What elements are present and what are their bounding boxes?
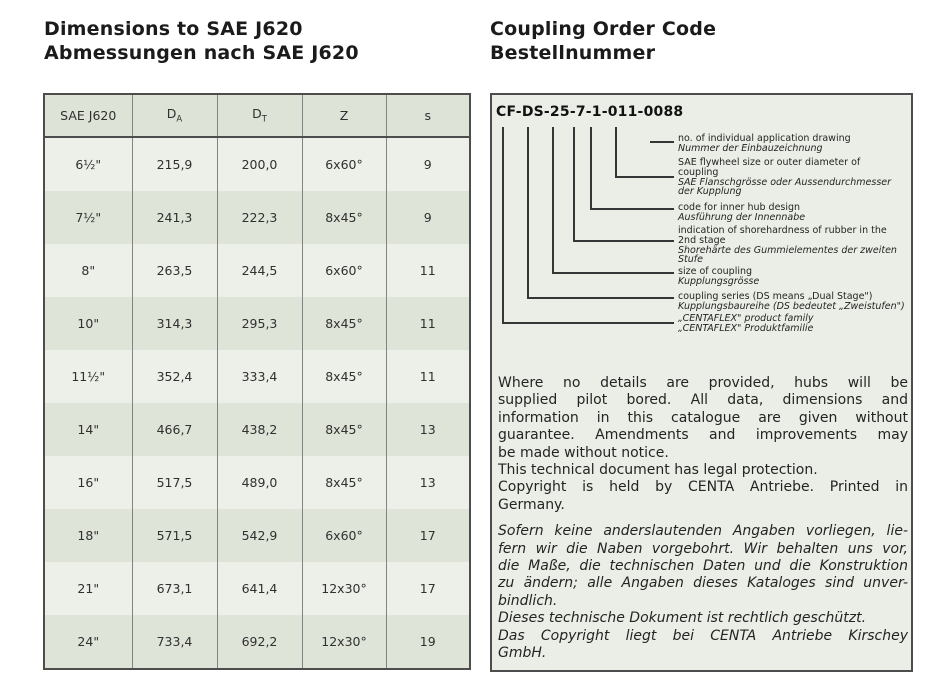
table-cell: 19: [386, 615, 470, 669]
callout: [678, 314, 906, 334]
body-paragraph: [498, 375, 908, 462]
table-cell: 200,0: [217, 137, 302, 191]
table-row: [44, 509, 470, 562]
body-line: Sofern keine anderslautenden Angaben vorliegen, lie-: [498, 523, 908, 540]
table-cell: 692,2: [217, 615, 302, 669]
column-header-dt: $D_T$: [217, 94, 302, 137]
body-line: bindlich.: [498, 592, 558, 609]
callout: [678, 158, 906, 197]
table-header-row: [44, 94, 470, 137]
body-line: fern wir die Naben vorgebohrt. Wir behalten uns vor,: [498, 540, 908, 557]
table-cell: 13: [386, 456, 470, 509]
body-paragraph: [498, 523, 908, 610]
body-line: Where no details are provided, hubs will be: [498, 375, 908, 391]
callout: [678, 134, 906, 154]
column-header-da: $D_A$: [132, 94, 217, 137]
legal-text: [498, 375, 908, 663]
connector-horizontal-line: [650, 141, 674, 143]
connector-vertical-line: [615, 127, 617, 178]
table-row: [44, 297, 470, 350]
table-cell: 641,4: [217, 562, 302, 615]
callout-line-de: Nummer der Einbauzeichnung: [678, 142, 823, 154]
body-line: die Maße, die technischen Daten und die Konstruktion: [498, 558, 908, 575]
table-cell: 352,4: [132, 350, 217, 403]
table-cell: 466,7: [132, 403, 217, 456]
body-line: Germany.: [498, 496, 565, 513]
callout-line-en: coupling: [678, 166, 719, 178]
connector-vertical-line: [573, 127, 575, 242]
connector-horizontal-line: [590, 208, 674, 210]
body-paragraph: [498, 610, 908, 627]
body-line: be made without notice.: [498, 444, 669, 461]
table-cell: 489,0: [217, 456, 302, 509]
table-cell: 17: [386, 562, 470, 615]
right-title-en: Coupling Order Code: [490, 18, 717, 40]
body-paragraph: [498, 628, 908, 663]
body-line: This technical document has legal protection.: [498, 462, 818, 479]
table-cell: 8x45°: [302, 456, 386, 509]
table-cell: 13: [386, 403, 470, 456]
table-cell: 314,3: [132, 297, 217, 350]
callout-line-de: Kupplungsbaureihe (DS bedeutet „Zweistufen"): [678, 300, 905, 312]
table-cell: 542,9: [217, 509, 302, 562]
body-line: supplied pilot bored. All data, dimensions and: [498, 392, 908, 409]
column-header-sae-j620: SAE J620: [44, 94, 132, 137]
table-cell: 8x45°: [302, 297, 386, 350]
table-cell: 8x45°: [302, 350, 386, 403]
callout: [678, 267, 906, 287]
table-cell: 12x30°: [302, 615, 386, 669]
table-cell: 14": [44, 403, 132, 456]
table-cell: 12x30°: [302, 562, 386, 615]
table-row: [44, 137, 470, 191]
table-cell: 9: [386, 137, 470, 191]
callout: [678, 203, 906, 223]
body-paragraph: [498, 462, 908, 479]
table-cell: 11: [386, 297, 470, 350]
left-title-de: Abmessungen nach SAE J620: [44, 42, 359, 64]
callout-line-de: Ausführung der Innennabe: [678, 211, 806, 223]
table-cell: 17: [386, 509, 470, 562]
connector-horizontal-line: [615, 176, 674, 178]
table-row: [44, 350, 470, 403]
table-cell: 8x45°: [302, 191, 386, 244]
body-line: zu ändern; alle Angaben dieses Kataloges sind unver-: [498, 575, 908, 592]
table-cell: 10": [44, 297, 132, 350]
connector-vertical-line: [552, 127, 554, 274]
callout-line-en: no. of individual application drawing: [678, 133, 851, 144]
table-cell: 333,4: [217, 350, 302, 403]
body-paragraph: [498, 479, 908, 514]
table-cell: 8x45°: [302, 403, 386, 456]
left-title-en: Dimensions to SAE J620: [44, 18, 303, 40]
table-cell: 6x60°: [302, 509, 386, 562]
callout-line-en: „CENTAFLEX" product family: [678, 313, 814, 324]
callout-line-de: Kupplungsgrösse: [678, 275, 760, 287]
column-header-z: Z: [302, 94, 386, 137]
table-cell: 222,3: [217, 191, 302, 244]
table-cell: 11½": [44, 350, 132, 403]
table-row: [44, 456, 470, 509]
connector-horizontal-line: [573, 240, 674, 242]
table-cell: 18": [44, 509, 132, 562]
table-cell: 6x60°: [302, 244, 386, 297]
table-cell: 11: [386, 244, 470, 297]
table-row: [44, 562, 470, 615]
table-cell: 733,4: [132, 615, 217, 669]
table-row: [44, 403, 470, 456]
connector-horizontal-line: [502, 322, 674, 324]
table-cell: 438,2: [217, 403, 302, 456]
callout-line-en: coupling series (DS means „Dual Stage"): [678, 291, 873, 302]
right-section-title: [490, 17, 716, 65]
callout-line-en: code for inner hub design: [678, 202, 801, 213]
table-cell: 6½": [44, 137, 132, 191]
table-cell: 16": [44, 456, 132, 509]
callout: [678, 292, 906, 312]
callout-line-de: der Kupplung: [678, 186, 742, 198]
body-line: Dieses technische Dokument ist rechtlich geschützt.: [498, 610, 867, 627]
right-title-de: Bestellnummer: [490, 42, 656, 64]
table-cell: 7½": [44, 191, 132, 244]
table-cell: 241,3: [132, 191, 217, 244]
body-line: information in this catalogue are given without: [498, 409, 908, 426]
callout-line-en: indication of shorehardness of rubber in the: [678, 225, 887, 236]
table-cell: 21": [44, 562, 132, 615]
table-cell: 244,5: [217, 244, 302, 297]
body-line: GmbH.: [498, 645, 547, 662]
callout: [678, 226, 906, 265]
callout-line-de: Shorehärte des Gummielementes der zweiten: [678, 244, 897, 256]
table-row: [44, 191, 470, 244]
connector-vertical-line: [527, 127, 529, 299]
table-cell: 11: [386, 350, 470, 403]
callout-line-en: 2nd stage: [678, 234, 726, 246]
callout-line-de: Stufe: [678, 254, 703, 266]
connector-vertical-line: [502, 127, 504, 324]
connector-horizontal-line: [552, 272, 674, 274]
connector-horizontal-line: [527, 297, 674, 299]
order-code-box: [490, 93, 913, 672]
body-line: Das Copyright liegt bei CENTA Antriebe Kirschey: [498, 627, 908, 644]
table-cell: 24": [44, 615, 132, 669]
callout-line-de: SAE Flanschgrösse oder Aussendurchmesser: [678, 176, 892, 188]
dimensions-table: [43, 93, 471, 670]
callout-line-de: „CENTAFLEX" Produktfamilie: [678, 322, 814, 334]
table-row: [44, 615, 470, 669]
table-cell: 263,5: [132, 244, 217, 297]
callout-line-en: SAE flywheel size or outer diameter of: [678, 157, 861, 168]
table-row: [44, 244, 470, 297]
table-body: [44, 137, 470, 669]
body-line: guarantee. Amendments and improvements may: [498, 427, 908, 444]
table-cell: 571,5: [132, 509, 217, 562]
table-cell: 517,5: [132, 456, 217, 509]
table-cell: 8": [44, 244, 132, 297]
column-header-s: s: [386, 94, 470, 137]
table-cell: 9: [386, 191, 470, 244]
table-cell: 673,1: [132, 562, 217, 615]
order-code: CF-DS-25-7-1-011-0088: [496, 104, 684, 120]
left-section-title: [44, 17, 359, 65]
body-line: Copyright is held by CENTA Antriebe. Printed in: [498, 479, 908, 496]
table-cell: 215,9: [132, 137, 217, 191]
connector-vertical-line: [590, 127, 592, 210]
callout-line-en: size of coupling: [678, 266, 753, 277]
table-cell: 6x60°: [302, 137, 386, 191]
table-cell: 295,3: [217, 297, 302, 350]
